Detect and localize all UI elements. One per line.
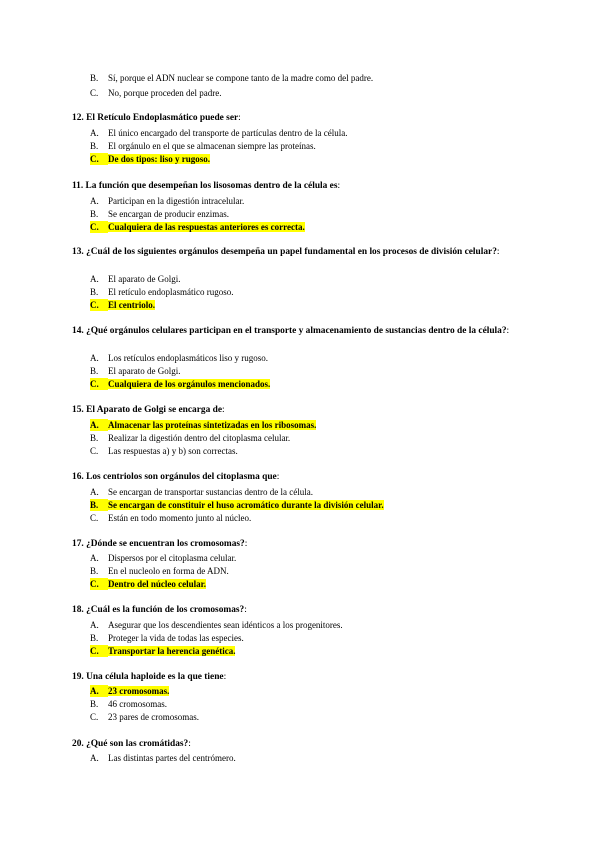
question-number: 12. [72,113,84,123]
option-letter: B. [90,433,99,443]
option-letter: A. [90,553,99,563]
option-20-a [90,752,236,764]
option-text: El único encargado del transporte de partículas dentro de la célula. [108,128,348,138]
option-text: El aparato de Golgi. [108,366,181,376]
option-letter: B. [90,209,99,219]
option-text: El retículo endoplasmático rugoso. [108,287,234,297]
question-text: ¿Cuál de los siguientes orgánulos desempeña un papel fundamental en los procesos de división celular? [86,247,497,257]
question-colon: : [223,672,227,682]
option-17-a [90,552,236,564]
option-15-b [90,432,290,444]
question-17 [72,538,542,551]
question-number: 15. [72,405,84,415]
option-17-b [90,565,229,577]
question-text: ¿Qué son las cromátidas? [86,739,189,749]
option-letter: A. [90,487,99,497]
question-stem [72,405,222,415]
question-stem [72,672,224,682]
option-letter: B. [90,366,99,376]
option-letter: A. [90,128,99,138]
question-stem [72,472,277,482]
option-letter: B. [90,699,99,709]
option-letter: C. [90,712,99,722]
option-letter: A. [90,196,99,206]
option-text: Se encargan de transportar sustancias dentro de la célula. [108,487,314,497]
question-colon: : [276,472,280,482]
option-text: Sí, porque el ADN nuclear se compone tanto de la madre como del padre. [108,73,374,83]
option-text: Proteger la vida de todas las especies. [108,633,244,643]
question-number: 18. [72,605,84,615]
option-letter: C. [90,299,108,311]
option-14-b [90,365,180,377]
option-text: Cualquiera de las respuestas anteriores es correcta. [108,222,305,232]
question-number: 19. [72,672,84,682]
question-16 [72,471,542,484]
question-text: El Aparato de Golgi se encarga de [86,405,222,415]
option-13-a [90,273,180,285]
option-text: Asegurar que los descendientes sean idénticos a los progenitores. [108,620,343,630]
option-15-c [90,445,238,457]
option-letter: B. [90,499,108,511]
option-12-c-answer [90,153,210,165]
option-text: Se encargan de producir enzimas. [108,209,230,219]
option-text: Transportar la herencia genética. [108,646,236,656]
question-colon: : [337,181,341,191]
option-18-b [90,632,244,644]
option-text: Las distintas partes del centrómero. [108,753,236,763]
option-letter: A. [90,753,99,763]
option-letter: C. [90,446,99,456]
option-letter: B. [90,287,99,297]
option-text: Los retículos endoplasmáticos liso y rugoso. [108,353,268,363]
option-letter: C. [90,221,108,233]
question-stem [72,739,188,749]
option-text: Están en todo momento junto al núcleo. [108,513,252,523]
question-text: ¿Qué orgánulos celulares participan en el transporte y almacenamiento de sustancias dentro de la célula? [86,326,507,336]
option-text: El centriolo. [108,300,155,310]
option-12-b [90,140,316,152]
option-18-c-answer [90,645,235,657]
option-letter: A. [90,685,108,697]
question-number: 11. [72,181,84,191]
option-text: 23 cromosomas. [108,686,170,696]
option-11-b [90,208,229,220]
question-12 [72,112,542,125]
option-letter: C. [90,513,99,523]
option-text: Realizar la digestión dentro del citoplasma celular. [108,433,291,443]
option-text: Cualquiera de los orgánulos mencionados. [108,379,271,389]
question-stem [72,181,337,191]
option-letter: C. [90,88,99,98]
option-11-c-answer [90,221,305,233]
option-text: Se encargan de constituir el huso acromático durante la división celular. [108,500,384,510]
option-text: En el nucleolo en forma de ADN. [108,566,229,576]
option-letter: A. [90,620,99,630]
option-letter: B. [90,633,99,643]
question-text: ¿Dónde se encuentran los cromosomas? [86,539,245,549]
option-letter: B. [90,141,99,151]
question-number: 16. [72,472,84,482]
question-11 [72,180,542,193]
option-letter: C. [90,645,108,657]
question-number: 17. [72,539,84,549]
option-text: Las respuestas a) y b) son correctas. [108,446,238,456]
option-text: De dos tipos: liso y rugoso. [108,154,211,164]
question-18 [72,604,542,617]
option-text: El aparato de Golgi. [108,274,181,284]
option-11-a [90,195,244,207]
question-14 [72,325,542,338]
question-stem [72,326,507,336]
question-text: La función que desempeñan los lisosomas dentro de la célula es [85,181,338,191]
question-colon: : [506,326,510,336]
option-letter: A. [90,419,108,431]
option-13-c-answer [90,299,155,311]
option-17-c-answer [90,578,206,590]
option-13-b [90,286,233,298]
question-number: 20. [72,739,84,749]
option-text: El orgánulo en el que se almacenan siempre las proteínas. [108,141,316,151]
option-text: Dispersos por el citoplasma celular. [108,553,237,563]
option-12-a [90,127,347,139]
question-stem [72,113,238,123]
question-number: 14. [72,326,84,336]
option-letter: C. [90,378,108,390]
option-text: 46 cromosomas. [108,699,167,709]
option-text: Participan en la digestión intracelular. [108,196,245,206]
question-text: El Retículo Endoplasmático puede ser [86,113,239,123]
option-18-a [90,619,343,631]
option-letter: A. [90,274,99,284]
question-stem [72,605,244,615]
option-19-a-answer [90,685,169,697]
option-19-b [90,698,167,710]
option-carryover-b [90,72,373,84]
option-carryover-c [90,87,221,99]
option-letter: B. [90,566,99,576]
option-14-c-answer [90,378,270,390]
option-letter: C. [90,153,108,165]
option-letter: A. [90,353,99,363]
option-text: Dentro del núcleo celular. [108,579,206,589]
question-colon: : [244,605,247,615]
question-colon: : [188,739,191,749]
option-text: Almacenar las proteínas sintetizadas en los ribosomas. [108,420,317,430]
option-14-a [90,352,268,364]
question-text: Los centriolos son orgánulos del citoplasma que [86,472,277,482]
question-13 [72,246,542,259]
option-text: 23 pares de cromosomas. [108,712,199,722]
question-15 [72,404,542,417]
question-colon: : [238,113,241,123]
option-15-a-answer [90,419,316,431]
option-letter: C. [90,578,108,590]
option-16-b-answer [90,499,384,511]
question-colon: : [244,539,248,549]
question-19 [72,671,542,684]
question-20 [72,738,542,751]
option-19-c [90,711,199,723]
option-16-c [90,512,251,524]
question-stem [72,247,497,257]
question-text: Una célula haploide es la que tiene [86,672,224,682]
question-colon: : [222,405,225,415]
question-stem [72,539,245,549]
question-text: ¿Cuál es la función de los cromosomas? [86,605,245,615]
question-colon: : [496,247,500,257]
option-letter: B. [90,73,99,83]
option-16-a [90,486,313,498]
question-number: 13. [72,247,84,257]
option-text: No, porque proceden del padre. [108,88,222,98]
